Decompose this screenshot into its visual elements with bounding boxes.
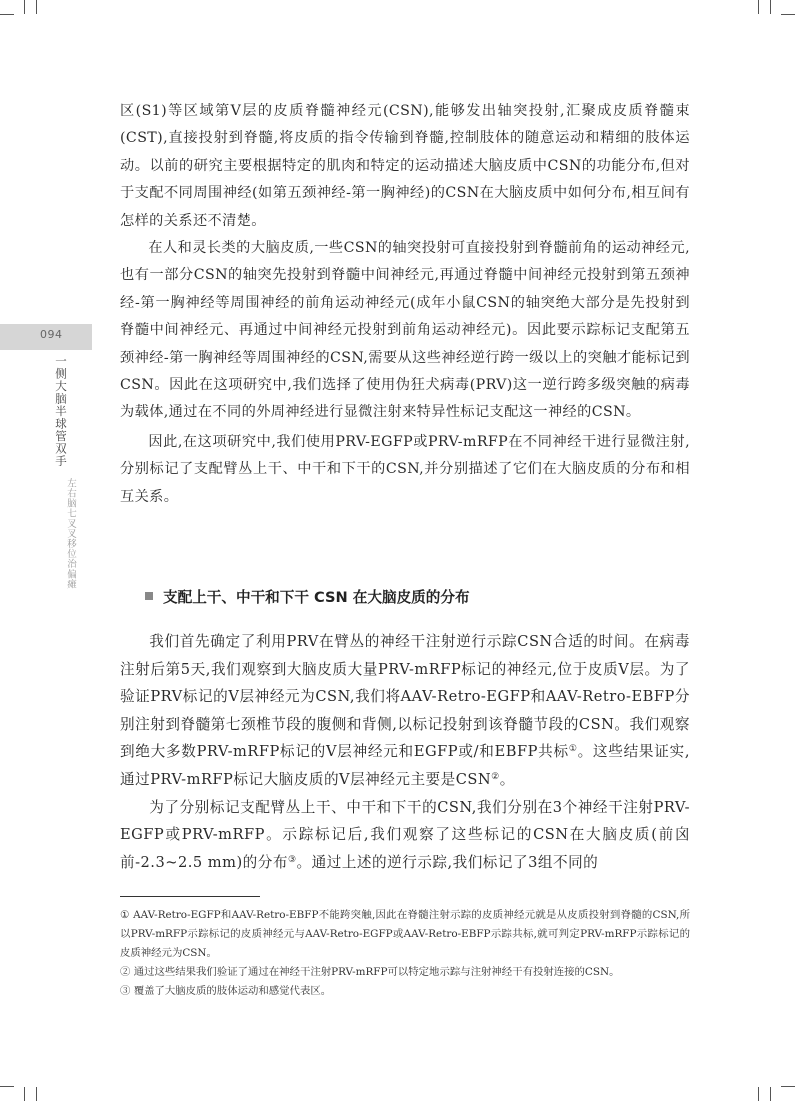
section-paragraph-1-end: 。 <box>499 770 515 788</box>
crop-mark-tl-v2 <box>36 0 37 14</box>
section-paragraph-1-text: 我们首先确定了利用PRV在臂丛的神经干注射逆行示踪CSN合适的时间。在病毒注射后第5天,我们观察到大脑皮质大量PRV-mRFP标记的神经元,位于皮质Ⅴ层。为了验证PRV标记的Ⅴ层神经元为CSN,我们将AAV-Retro-EGFP和AAV-Retro-EBFP分别注射到脊髓第七颈椎节段的腹侧和背侧,以标记投射到该脊髓节段的CSN。我们观察到绝大多数PRV-mRFP标记的Ⅴ层神经元和EGFP或/和EBFP共标 <box>120 633 690 761</box>
running-title: 一侧大脑半球管双手 <box>54 355 68 468</box>
crop-mark-br-h <box>781 1086 795 1087</box>
paragraph-1: 区(S1)等区域第Ⅴ层的皮质脊髓神经元(CSN),能够发出轴突投射,汇聚成皮质脊髓束(CST),直接投射到脊髓,将皮质的指令传输到脊髓,控制肢体的随意运动和精细的肢体运动。以前的研究主要根据特定的肌肉和特定的运动描述大脑皮质中CSN的功能分布,但对于支配不同周围神经(如第五颈神经-第一胸神经)的CSN在大脑皮质中如何分布,相互间有怎样的关系还不清楚。 <box>120 103 690 229</box>
crop-mark-tr-h <box>781 14 795 15</box>
paragraph-2: 在人和灵长类的大脑皮质,一些CSN的轴突投射可直接投射到脊髓前角的运动神经元,也有一部分CSN的轴突先投射到脊髓中间神经元,再通过脊髓中间神经元投射到第五颈神经-第一胸神经等周围神经的前角运动神经元(成年小鼠CSN的轴突绝大部分是先投射到脊髓中间神经元、再通过中间神经元投射到前角运动神经元)。因此要示踪标记支配第五颈神经-第一胸神经等周围神经的CSN,需要从这些神经逆行跨一级以上的突触才能标记到CSN。因此在这项研究中,我们选择了使用伪狂犬病毒(PRV)这一逆行跨多级突触的病毒为载体,通过在不同的外周神经进行显微注射来特异性标记支配这一神经的CSN。 <box>120 240 690 421</box>
crop-mark-br-v2 <box>770 1087 771 1101</box>
section-paragraph-2-text: 为了分别标记支配臂丛上干、中干和下干的CSN,我们分别在3个神经干注射PRV-EGFP或PRV-mRFP。示踪标记后,我们观察了这些标记的CSN在大脑皮质(前囟前-2.3~2.5 mm)的分布 <box>120 798 690 871</box>
footnote-1: ① AAV-Retro-EGFP和AAV-Retro-EBFP不能跨突触,因此在脊髓注射示踪的皮质神经元就是从皮质投射到脊髓的CSN,所以PRV-mRFP示踪标记的皮质神经元与AAV-Retro-EGFP或AAV-Retro-EBFP示踪共标,就可判定PRV-mRFP示踪标记的皮质神经元为CSN。 <box>120 909 690 959</box>
body-text-top <box>120 98 690 511</box>
footnote-ref-3[interactable]: ③ <box>287 854 297 865</box>
paragraph-3: 因此,在这项研究中,我们使用PRV-EGFP或PRV-mRFP在不同神经干进行显微注射,分别标记了支配臂丛上干、中干和下干的CSN,并分别描述了它们在大脑皮质的分布和相互关系。 <box>120 433 690 505</box>
section-paragraph-2 <box>120 794 690 877</box>
section-heading-text: 支配上干、中干和下干 CSN 在大脑皮质的分布 <box>163 589 470 606</box>
footnote-divider <box>120 896 260 897</box>
section-paragraph-1-mid: 。这些结果证实,通过PRV-mRFP标记大脑皮质的Ⅴ层神经元主要是CSN <box>120 743 690 788</box>
page-number: 094 <box>40 328 63 341</box>
crop-mark-bl-h <box>0 1086 14 1087</box>
crop-mark-tr-v2 <box>770 0 771 14</box>
crop-mark-tl-h <box>0 14 14 15</box>
footnote-2: ② 通过这些结果我们验证了通过在神经干注射PRV-mRFP可以特定地示踪与注射神经干有投射连接的CSN。 <box>120 966 620 978</box>
crop-mark-tl-v <box>24 0 25 14</box>
body-text-section <box>120 628 690 876</box>
square-bullet-icon <box>145 592 153 600</box>
crop-mark-br-v <box>758 1087 759 1101</box>
crop-mark-bl-v <box>24 1087 25 1101</box>
footnote-ref-1[interactable]: ① <box>568 744 578 755</box>
footnote-3: ③ 覆盖了大脑皮质的肢体运动和感觉代表区。 <box>120 985 332 997</box>
running-subtitle: 左右脑七叉叉移位治偏瘫 <box>65 478 76 590</box>
section-heading <box>145 586 470 607</box>
crop-mark-bl-v2 <box>36 1087 37 1101</box>
footnote-ref-2[interactable]: ② <box>491 771 500 782</box>
section-paragraph-2-end: 。通过上述的逆行示踪,我们标记了3组不同的 <box>296 853 599 871</box>
crop-mark-tr-v <box>758 0 759 14</box>
section-paragraph-1 <box>120 628 690 794</box>
footnotes <box>120 906 690 1001</box>
